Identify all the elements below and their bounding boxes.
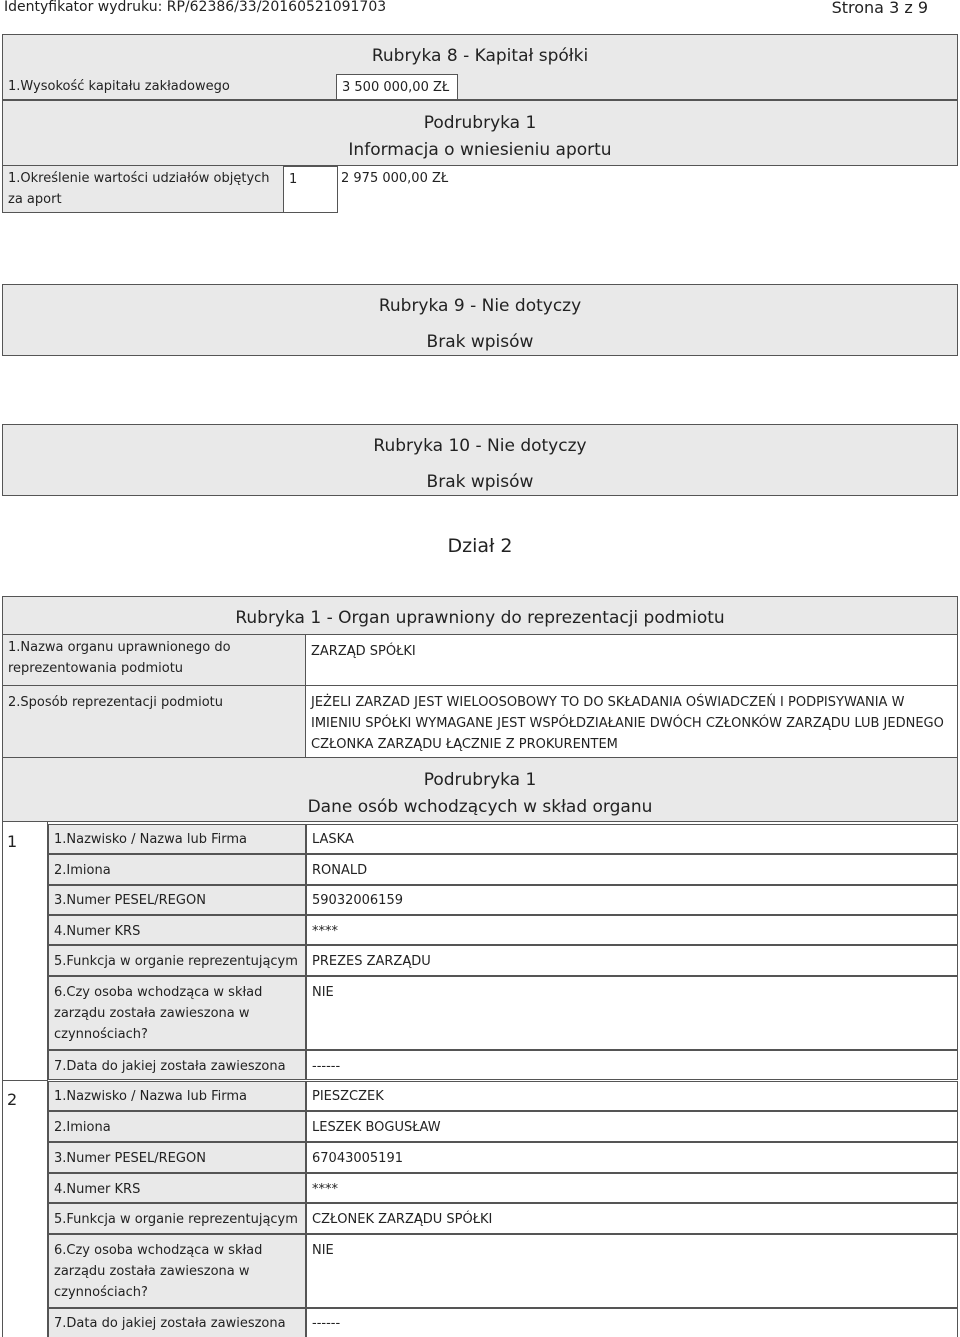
rubryka-8-title: Rubryka 8 - Kapitał spółki bbox=[371, 46, 589, 66]
aport-value: 2 975 000,00 ZŁ bbox=[341, 171, 449, 186]
member-surname-label: 1.Nazwisko / Nazwa lub Firma bbox=[48, 824, 306, 854]
member-krs-label: 4.Numer KRS bbox=[48, 915, 306, 945]
member-names-value: RONALD bbox=[306, 854, 958, 885]
member-suspended-value: NIE bbox=[306, 976, 958, 1050]
member-number: 1 bbox=[7, 832, 18, 851]
capital-value: 3 500 000,00 ZŁ bbox=[336, 74, 458, 100]
member-index-cell bbox=[2, 1080, 48, 1337]
member-names-value: LESZEK BOGUSŁAW bbox=[306, 1111, 958, 1142]
representation-value: JEŻELI ZARZAD JEST WIELOOSOBOWY TO DO SKŁADANIA OŚWIADCZEŃ I PODPISYWANIA W IMIENIU SPÓŁKI WYMAGANE JEST WSPÓŁDZIAŁANIE DWÓCH CZŁONKÓW ZARZĄDU LUB JEDNEGO CZŁONKA ZARZĄDU ŁĄCZNIE Z PROKURENTEM bbox=[305, 686, 958, 758]
capital-label: 1.Wysokość kapitału zakładowego bbox=[2, 74, 338, 100]
representation-label: 2.Sposób reprezentacji podmiotu bbox=[2, 686, 307, 758]
section-title: Dział 2 bbox=[447, 535, 513, 557]
member-pesel-value: 67043005191 bbox=[306, 1142, 958, 1173]
organ-name-value: ZARZĄD SPÓŁKI bbox=[305, 634, 958, 686]
podrubryka-aport-title: Podrubryka 1 bbox=[423, 113, 537, 133]
rubryka-9-title: Rubryka 9 - Nie dotyczy bbox=[378, 296, 582, 316]
member-suspended-value: NIE bbox=[306, 1234, 958, 1308]
podrubryka-aport-subtitle: Informacja o wniesieniu aportu bbox=[348, 140, 612, 160]
member-function-label: 5.Funkcja w organie reprezentującym bbox=[48, 945, 306, 976]
member-suspended-label: 6.Czy osoba wchodząca w skład zarządu została zawieszona w czynnościach? bbox=[48, 1234, 306, 1308]
member-function-value: PREZES ZARZĄDU bbox=[306, 945, 958, 976]
aport-number: 1 bbox=[283, 166, 338, 213]
page-number: Strona 3 z 9 bbox=[831, 0, 928, 17]
member-function-value: CZŁONEK ZARZĄDU SPÓŁKI bbox=[306, 1203, 958, 1234]
rubryka-10-empty: Brak wpisów bbox=[426, 472, 534, 492]
member-surname-label: 1.Nazwisko / Nazwa lub Firma bbox=[48, 1081, 306, 1111]
rubryka-1-title: Rubryka 1 - Organ uprawniony do reprezentacji podmiotu bbox=[235, 608, 725, 628]
member-pesel-label: 3.Numer PESEL/REGON bbox=[48, 885, 306, 915]
member-pesel-label: 3.Numer PESEL/REGON bbox=[48, 1142, 306, 1173]
member-index-cell bbox=[2, 822, 48, 1080]
member-suspension-date-label: 7.Data do jakiej została zawieszona bbox=[48, 1050, 306, 1080]
rubryka-9-empty: Brak wpisów bbox=[426, 332, 534, 352]
member-surname-value: LASKA bbox=[306, 824, 958, 854]
member-suspension-date-value: ------ bbox=[306, 1308, 958, 1337]
member-function-label: 5.Funkcja w organie reprezentującym bbox=[48, 1203, 306, 1234]
member-names-label: 2.Imiona bbox=[48, 1111, 306, 1142]
member-krs-value: **** bbox=[306, 915, 958, 945]
member-suspended-label: 6.Czy osoba wchodząca w skład zarządu została zawieszona w czynnościach? bbox=[48, 976, 306, 1050]
print-identifier: Identyfikator wydruku: RP/62386/33/20160521091703 bbox=[4, 0, 387, 15]
organ-name-label: 1.Nazwa organu uprawnionego do reprezentowania podmiotu bbox=[2, 634, 307, 686]
member-krs-value: **** bbox=[306, 1173, 958, 1203]
podrubryka-members-subtitle: Dane osób wchodzących w skład organu bbox=[307, 797, 653, 817]
member-krs-label: 4.Numer KRS bbox=[48, 1173, 306, 1203]
podrubryka-members-title: Podrubryka 1 bbox=[423, 770, 537, 790]
member-suspension-date-value: ------ bbox=[306, 1050, 958, 1080]
rubryka-10-title: Rubryka 10 - Nie dotyczy bbox=[373, 436, 587, 456]
member-number: 2 bbox=[7, 1090, 18, 1109]
member-names-label: 2.Imiona bbox=[48, 854, 306, 885]
member-surname-value: PIESZCZEK bbox=[306, 1081, 958, 1111]
aport-label: 1.Określenie wartości udziałów objętych za aport bbox=[2, 166, 285, 213]
member-pesel-value: 59032006159 bbox=[306, 885, 958, 915]
member-suspension-date-label: 7.Data do jakiej została zawieszona bbox=[48, 1308, 306, 1337]
